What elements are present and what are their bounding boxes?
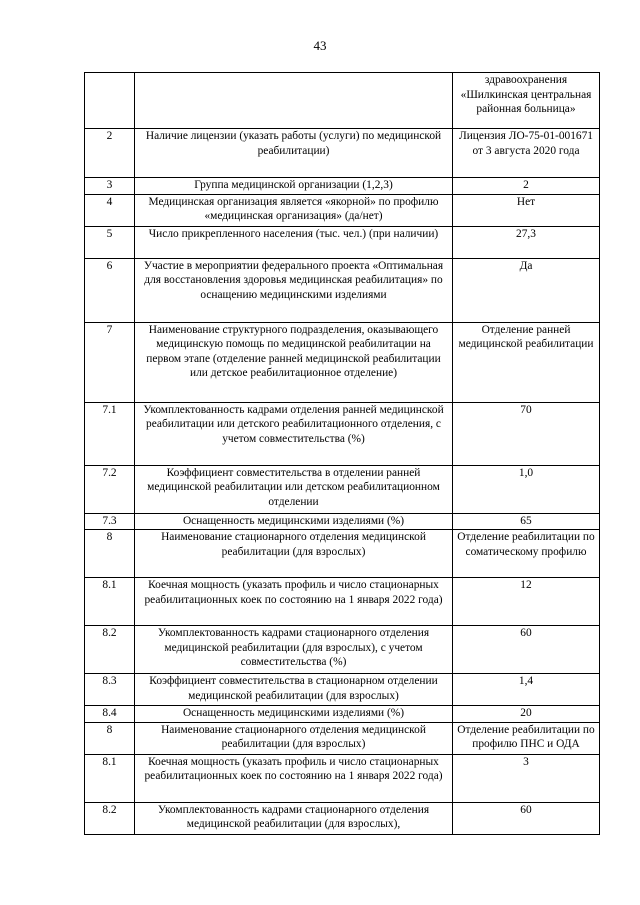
row-number-cell: 8.2 bbox=[85, 626, 135, 674]
row-description-cell: Укомплектованность кадрами стационарного отделения медицинской реабилитации (для взрослых), с учетом совместительства (%) bbox=[135, 626, 453, 674]
row-value-cell: здравоохранения «Шилкинская центральная районная больница» bbox=[453, 73, 600, 129]
row-value-cell: 1,0 bbox=[453, 465, 600, 513]
row-value-cell: 27,3 bbox=[453, 226, 600, 258]
row-number-cell bbox=[85, 73, 135, 129]
table-row bbox=[85, 194, 600, 226]
table-row bbox=[85, 802, 600, 834]
row-description-cell: Оснащенность медицинскими изделиями (%) bbox=[135, 706, 453, 723]
row-number-cell: 7 bbox=[85, 322, 135, 402]
row-value-cell: 60 bbox=[453, 626, 600, 674]
table-row bbox=[85, 129, 600, 178]
row-description-cell: Укомплектованность кадрами стационарного отделения медицинской реабилитации (для взрослых), bbox=[135, 802, 453, 834]
row-description-cell: Коечная мощность (указать профиль и число стационарных реабилитационных коек по состоянию на 1 января 2022 года) bbox=[135, 754, 453, 802]
row-number-cell: 7.2 bbox=[85, 465, 135, 513]
row-description-cell: Медицинская организация является «якорной» по профилю «медицинская организация» (да/нет) bbox=[135, 194, 453, 226]
table-row bbox=[85, 722, 600, 754]
row-value-cell: Отделение реабилитации по соматическому профилю bbox=[453, 530, 600, 578]
row-value-cell: 70 bbox=[453, 402, 600, 465]
table-row bbox=[85, 258, 600, 322]
row-number-cell: 8.2 bbox=[85, 802, 135, 834]
row-value-cell: Отделение реабилитации по профилю ПНС и ОДА bbox=[453, 722, 600, 754]
row-number-cell: 8.4 bbox=[85, 706, 135, 723]
row-description-cell: Оснащенность медицинскими изделиями (%) bbox=[135, 513, 453, 530]
row-value-cell: 20 bbox=[453, 706, 600, 723]
row-value-cell: 65 bbox=[453, 513, 600, 530]
row-number-cell: 8.3 bbox=[85, 674, 135, 706]
row-number-cell: 6 bbox=[85, 258, 135, 322]
row-description-cell: Укомплектованность кадрами отделения ранней медицинской реабилитации или детского реабилитационного отделения, с учетом совместительства (%) bbox=[135, 402, 453, 465]
row-number-cell: 4 bbox=[85, 194, 135, 226]
table-body bbox=[85, 73, 600, 835]
row-value-cell: Лицензия ЛО-75-01-001671 от 3 августа 2020 года bbox=[453, 129, 600, 178]
table-row bbox=[85, 578, 600, 626]
table-row bbox=[85, 322, 600, 402]
table-row bbox=[85, 226, 600, 258]
row-number-cell: 7.1 bbox=[85, 402, 135, 465]
row-number-cell: 3 bbox=[85, 178, 135, 195]
row-description-cell: Коэффициент совместительства в стационарном отделении медицинской реабилитации (для взрослых) bbox=[135, 674, 453, 706]
row-description-cell: Наименование стационарного отделения медицинской реабилитации (для взрослых) bbox=[135, 530, 453, 578]
row-number-cell: 8.1 bbox=[85, 754, 135, 802]
row-value-cell: Отделение ранней медицинской реабилитации bbox=[453, 322, 600, 402]
row-number-cell: 5 bbox=[85, 226, 135, 258]
row-number-cell: 8 bbox=[85, 530, 135, 578]
row-value-cell: 12 bbox=[453, 578, 600, 626]
row-description-cell: Число прикрепленного населения (тыс. чел.) (при наличии) bbox=[135, 226, 453, 258]
table-row bbox=[85, 754, 600, 802]
table-row bbox=[85, 706, 600, 723]
row-value-cell: 1,4 bbox=[453, 674, 600, 706]
table-row bbox=[85, 674, 600, 706]
row-description-cell: Коечная мощность (указать профиль и число стационарных реабилитационных коек по состоянию на 1 января 2022 года) bbox=[135, 578, 453, 626]
row-description-cell: Коэффициент совместительства в отделении ранней медицинской реабилитации или детском реабилитационном отделении bbox=[135, 465, 453, 513]
row-number-cell: 2 bbox=[85, 129, 135, 178]
table-row bbox=[85, 402, 600, 465]
row-number-cell: 7.3 bbox=[85, 513, 135, 530]
row-description-cell bbox=[135, 73, 453, 129]
row-number-cell: 8.1 bbox=[85, 578, 135, 626]
table-row bbox=[85, 178, 600, 195]
row-description-cell: Участие в мероприятии федерального проекта «Оптимальная для восстановления здоровья медицинская реабилитация» по оснащению медицинскими изделиями bbox=[135, 258, 453, 322]
row-description-cell: Наименование стационарного отделения медицинской реабилитации (для взрослых) bbox=[135, 722, 453, 754]
page-number: 43 bbox=[313, 38, 327, 53]
row-value-cell: Да bbox=[453, 258, 600, 322]
table-row bbox=[85, 626, 600, 674]
row-value-cell: Нет bbox=[453, 194, 600, 226]
row-number-cell: 8 bbox=[85, 722, 135, 754]
rehabilitation-info-table bbox=[84, 72, 600, 835]
table-row bbox=[85, 465, 600, 513]
table-row bbox=[85, 530, 600, 578]
table-row bbox=[85, 73, 600, 129]
row-description-cell: Группа медицинской организации (1,2,3) bbox=[135, 178, 453, 195]
table-row bbox=[85, 513, 600, 530]
row-value-cell: 60 bbox=[453, 802, 600, 834]
row-value-cell: 2 bbox=[453, 178, 600, 195]
row-description-cell: Наименование структурного подразделения, оказывающего медицинскую помощь по медицинской реабилитации на первом этапе (отделение ранней медицинской реабилитации или детское реабилитационное отделение) bbox=[135, 322, 453, 402]
row-value-cell: 3 bbox=[453, 754, 600, 802]
row-description-cell: Наличие лицензии (указать работы (услуги) по медицинской реабилитации) bbox=[135, 129, 453, 178]
